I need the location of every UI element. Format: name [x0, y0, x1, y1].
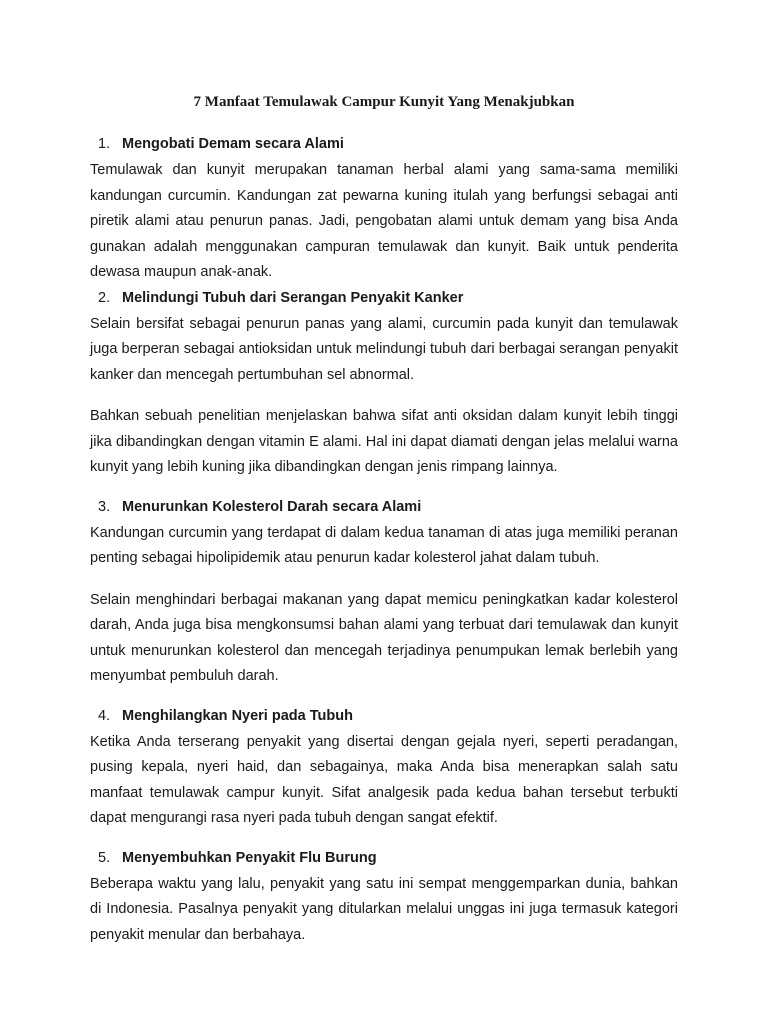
section-heading [90, 706, 678, 726]
section-title: Menyembuhkan Penyakit Flu Burung [122, 849, 377, 866]
section-heading [90, 288, 678, 308]
section-heading [90, 497, 678, 517]
section-2 [90, 288, 678, 481]
section-heading [90, 848, 678, 868]
paragraph: Selain menghindari berbagai makanan yang dapat memicu peningkatkan kadar kolesterol darah, Anda juga bisa mengkonsumsi bahan alami yang terbuat dari temulawak dan kunyit untuk menurunkan kolesterol dan mencegah terjadinya penumpukan lemak berlebih yang menyumbat pembuluh darah. [90, 591, 678, 684]
section-title: Menghilangkan Nyeri pada Tubuh [122, 707, 353, 724]
section-number: 1. [98, 136, 111, 152]
section-4 [90, 706, 678, 832]
paragraph: Selain bersifat sebagai penurun panas yang alami, curcumin pada kunyit dan temulawak juga berperan sebagai antioksidan untuk melindungi tubuh dari berbagai serangan penyakit kanker dan mencegah pertumbuhan sel abnormal. [90, 315, 678, 383]
section-title: Melindungi Tubuh dari Serangan Penyakit Kanker [122, 289, 464, 306]
section-title: Menurunkan Kolesterol Darah secara Alami [122, 498, 422, 515]
document-title: 7 Manfaat Temulawak Campur Kunyit Yang Menakjubkan [193, 94, 575, 110]
paragraph: Ketika Anda terserang penyakit yang disertai dengan gejala nyeri, seperti peradangan, pusing kepala, nyeri haid, dan sebagainya, maka Anda bisa menerapkan salah satu manfaat temulawak campur kunyit. Sifat analgesik pada kedua bahan tersebut terbukti dapat mengurangi rasa nyeri pada tubuh dengan sangat efektif. [90, 733, 678, 826]
paragraph: Temulawak dan kunyit merupakan tanaman herbal alami yang sama-sama memiliki kandungan curcumin. Kandungan zat pewarna kuning itulah yang berfungsi sebagai anti piretik alami atau penurun panas. Jadi, pengobatan alami untuk demam yang bisa Anda gunakan adalah menggunakan campuran temulawak dan kunyit. Baik untuk penderita dewasa maupun anak-anak. [90, 162, 678, 280]
section-number: 2. [98, 289, 111, 306]
section-title: Mengobati Demam secara Alami [122, 136, 344, 152]
section-number: 3. [98, 498, 111, 515]
paragraph: Bahkan sebuah penelitian menjelaskan bahwa sifat anti oksidan dalam kunyit lebih tinggi jika dibandingkan dengan vitamin E alami. Hal ini dapat diamati dengan jelas melalui warna kunyit yang lebih kuning jika dibandingkan dengan jenis rimpang lainnya. [90, 408, 678, 475]
paragraph: Kandungan curcumin yang terdapat di dalam kedua tanaman di atas juga memiliki peranan penting sebagai hipolipidemik atau penurun kadar kolesterol jahat dalam tubuh. [90, 524, 678, 566]
section-1 [90, 134, 678, 286]
paragraph: Beberapa waktu yang lalu, penyakit yang satu ini sempat menggemparkan dunia, bahkan di Indonesia. Pasalnya penyakit yang ditularkan melalui unggas ini juga termasuk kategori penyakit menular dan berbahaya. [90, 875, 678, 943]
section-heading [90, 134, 678, 154]
section-number: 5. [98, 849, 111, 866]
section-number: 4. [98, 707, 111, 724]
section-3 [90, 497, 678, 690]
section-5 [90, 848, 678, 949]
